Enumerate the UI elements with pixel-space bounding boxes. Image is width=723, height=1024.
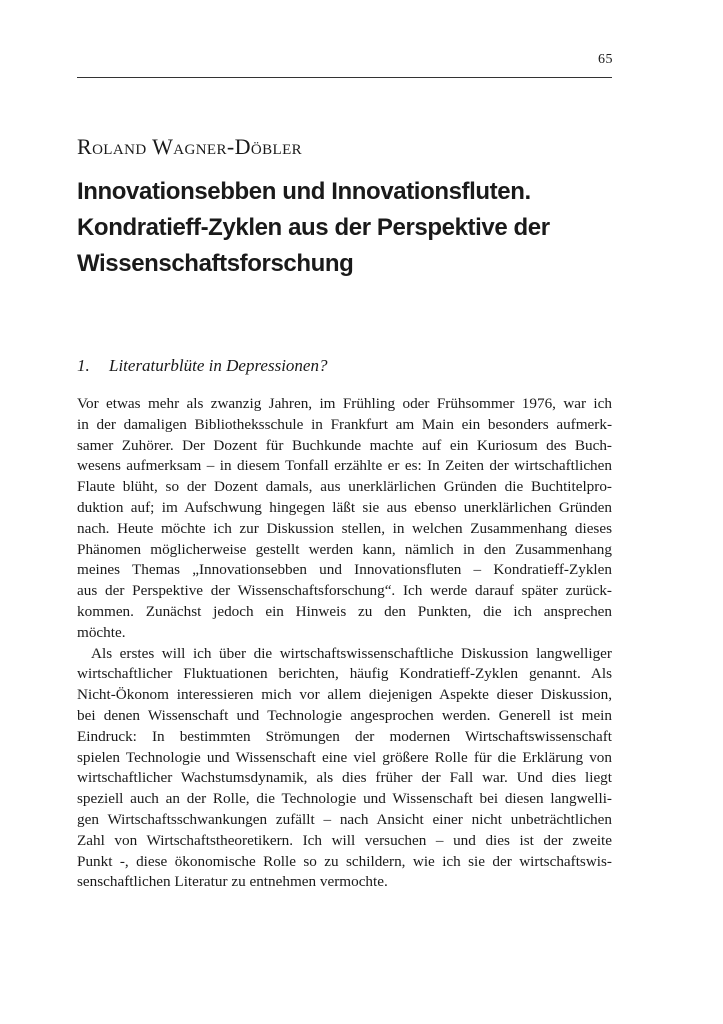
article-title — [77, 174, 612, 282]
text-line: nach. Heute möchte ich zur Diskussion stellen, in welchen Zusammenhang dieses — [77, 519, 612, 537]
text-line: spielen Technologie und Wissenschaft eine viel größere Rolle für die Erklärung von — [77, 748, 612, 766]
paragraph-1 — [77, 394, 612, 644]
title-line: Kondratieff-Zyklen aus der Perspektive der — [77, 214, 550, 241]
text-line: Zahl von Wirtschaftstheoretikern. Ich will versuchen – und dies ist der zweite — [77, 831, 612, 849]
title-line: Innovationsebben und Innovationsfluten. — [77, 178, 531, 205]
author-name: Roland Wagner-Döbler — [77, 134, 303, 159]
section-number: 1. — [77, 356, 90, 375]
text-line: Flaute blüht, so der Dozent damals, aus unerklärlichen Gründen die Buchtitelpro- — [77, 478, 612, 496]
text-line: meines Themas „Innovationsebben und Innovationsfluten – Kondratieff-Zyklen — [77, 561, 612, 579]
text-line: duktion auf; im Aufschwung hingegen läßt sie aus ebenso unerklärlichen Gründen — [77, 498, 612, 516]
page-number: 65 — [598, 52, 613, 67]
body-text — [77, 394, 612, 893]
text-line: möchte. — [77, 623, 126, 641]
section-heading — [77, 356, 612, 376]
text-line: Nicht-Ökonom interessieren mich vor allem diejenigen Aspekte dieser Diskussion, — [77, 686, 612, 704]
text-line: senschaftlichen Literatur zu entnehmen vermochte. — [77, 873, 388, 891]
text-line: Punkt -, diese ökonomische Rolle so zu schildern, wie ich sie der wirtschaftswis- — [77, 852, 612, 870]
text-line: bei denen Wissenschaft und Technologie angesprochen werden. Generell ist mein — [77, 706, 612, 724]
text-line: wesens aufmerksam – in diesem Tonfall erzählte er es: In Zeiten der wirtschaftlichen — [77, 457, 612, 475]
text-line: in der damaligen Bibliotheksschule in Frankfurt am Main ein besonders aufmerk- — [77, 415, 612, 433]
text-line: speziell auch an der Rolle, die Technologie und Wissenschaft bei diesen langwelli- — [77, 790, 612, 808]
text-line: Vor etwas mehr als zwanzig Jahren, im Frühling oder Frühsommer 1976, war ich — [77, 395, 612, 412]
header-rule — [77, 77, 612, 78]
paragraph-2 — [77, 644, 612, 894]
section-title: Literaturblüte in Depressionen? — [109, 356, 328, 375]
text-line: aus der Perspektive der Wissenschaftsforschung“. Ich werde darauf später zurück- — [77, 582, 612, 600]
text-line: Phänomen möglicherweise gestellt werden kann, nämlich in den Zusammenhang — [77, 540, 612, 558]
text-line: wirtschaftlicher Wachstumsdynamik, als dies früher der Fall war. Und dies liegt — [77, 769, 612, 787]
title-line: Wissenschaftsforschung — [77, 250, 354, 277]
text-line: kommen. Zunächst jedoch ein Hinweis zu den Punkten, die ich ansprechen — [77, 602, 612, 620]
text-line: samer Zuhörer. Der Dozent für Buchkunde machte auf ein Kuriosum des Buch- — [77, 436, 612, 454]
text-line: gen Wirtschaftsschwankungen zufällt – nach Ansicht einer nicht unbeträchtlichen — [77, 810, 612, 828]
text-line: Eindruck: In bestimmten Strömungen der modernen Wirtschaftswissenschaft — [77, 727, 612, 745]
text-line: Als erstes will ich über die wirtschaftswissenschaftliche Diskussion langwelliger — [91, 644, 612, 662]
text-line: wirtschaftlicher Fluktuationen berichten, häufig Kondratieff-Zyklen genannt. Als — [77, 665, 612, 683]
